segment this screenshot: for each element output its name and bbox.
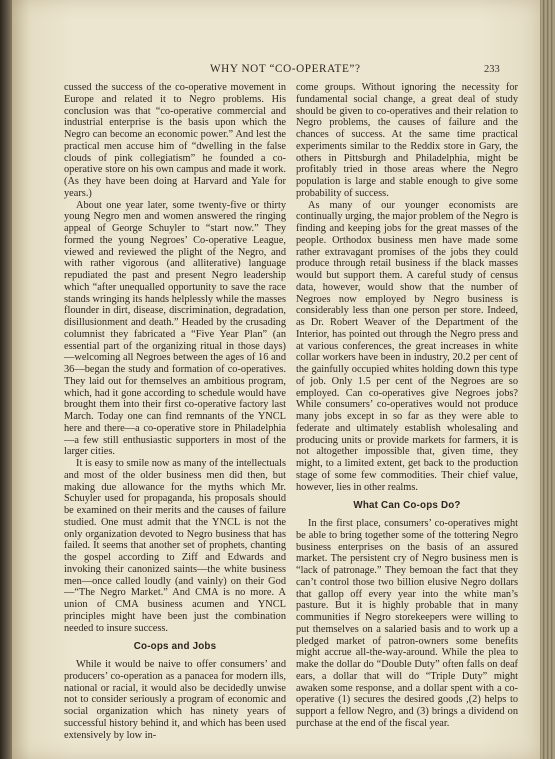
right-column (296, 82, 518, 730)
page-stack-edge (540, 0, 555, 759)
section-heading: Co-ops and Jobs (133, 641, 217, 653)
book-page (12, 0, 540, 759)
page-number: 233 (484, 64, 500, 75)
paragraph: come groups. Without ignoring the necessity for fundamental social change, a great deal of study should be given to co-operatives and their relation to Negro problems, the causes of failure and the chances of success. At the same time practical experiments similar to the Reddix store in Gary, the others in Pittsburgh and Philadelphia, might be profitably tried in those areas where the Negro population is large and stable enough to give some probability of success. (296, 82, 518, 199)
paragraph: As many of our younger economists are continually urging, the major problem of the Negro is finding and keeping jobs for the great masses of the people. Orthodox business men have made some rather extravagant promises of the jobs they could produce through retail business if the black masses would but support them. A careful study of census data, however, would show that the number of Negroes now employed by Negro business is considerably less than one person per store. Indeed, as Dr. Robert Weaver of the Department of the Interior, has pointed out through the Negro press and at various conferences, the great increases in white collar workers have been in industry, 20.2 per cent of the gainfully occupied whites holding down this type of job. Only 1.5 per cent of the Negroes are so employed. Can co-operatives give Negroes jobs? While consumers’ co-operatives would not produce many jobs except in so far as they were able to federate and ultimately establish wholesaling and producing units or provide markets for farmers, it is not altogether impossible that, given time, they might, to a limited extent, get back to the production stage of some few commodities. Their chief value, however, lies in other realms. (296, 199, 518, 493)
paragraph: cussed the success of the co-operative movement in Europe and related it to Negro problems. His conclusion was that “co-operative commercial and industrial enterprise is the basis upon which the Negro can become an economic power.” And lest the practical men accuse him of “dwelling in the false clouds of pink collegiatism” he founded a co-operative store on his own campus and made it work. (As they have been doing at Harvard and Yale for years.) (64, 82, 286, 199)
section-heading: What Can Co-ops Do? (353, 500, 461, 512)
paragraph: While it would be naive to offer consumers’ and producers’ co-operation as a panacea for modern ills, national or racial, it would also be decidedly unwise not to consider seriously a program of economic and social organization which has ninety years of successful history behind it, and which has been used extensively by low in- (64, 659, 286, 741)
running-head: WHY NOT “CO-OPERATE”? (210, 63, 361, 75)
left-column (64, 82, 286, 741)
paragraph: In the first place, consumers’ co-operatives might be able to bring together some of the tottering Negro business enterprises on the basis of an assured market. The persistent cry of Negro business men is “lack of patronage.” They bemoan the fact that they can’t control those two billion elusive Negro dollars that gallop off every year into the white man’s pasture. But it is highly probable that in many communities if Negro storekeepers were willing to put themselves on a salaried basis and to work up a pledged market of patron-owners some benefits might accrue all-the-way-around. While the plea to make the dollar do “Double Duty” often falls on deaf ears, a dollar that will do “Triple Duty” might awaken some response, and a dollar spent with a co-operative (1) secures the desired goods ,(2) helps to support a fellow Negro, and (3) brings a dividend on purchase at the end of the fiscal year. (296, 518, 518, 729)
paragraph: It is easy to smile now as many of the intellectuals and most of the older business men did then, but making due allowance for the myths which Mr. Schuyler used for propaganda, his proposals should be examined on their merits and the causes of failure studied. One must admit that the YNCL is not the only organization devoted to Negro business that has failed. It seems that another set of prophets, chanting the gospel according to Ziff and Edwards and invoking their canonized saints—the white business men—once called loudly (and vainly) on their God—“The Negro Market.” And CMA is no more. A union of CMA business acumen and YNCL principles might have been just the combination needed to insure success. (64, 458, 286, 634)
paragraph: About one year later, some twenty-five or thirty young Negro men and women answered the ringing appeal of George Schuyler to “start now.” They formed the young Negroes’ Co-operative League, viewed and reviewed the plight of the Negro, and with rather vigorous (and alliterative) language repudiated the past and present Negro leadership which “after unequalled opportunity to save the race stands wringing its hands helplessly while the masses flounder in dirt, disease, discrimination, degradation, disillusionment and death.” Headed by the crusading columnist they fabricated a “Five Year Plan” (an essential part of the organizing ritual in those days)—welcoming all Negroes between the ages of 16 and 36—began the study and formation of co-operatives. They laid out for themselves an ambitious program, which, had it gone according to schedule would have brought them into their first co-operative factory last March. Today one can find remnants of the YNCL here and there—a co-operative store in Philadelphia—a few still enthusiastic supporters in most of the larger cities. (64, 199, 286, 458)
